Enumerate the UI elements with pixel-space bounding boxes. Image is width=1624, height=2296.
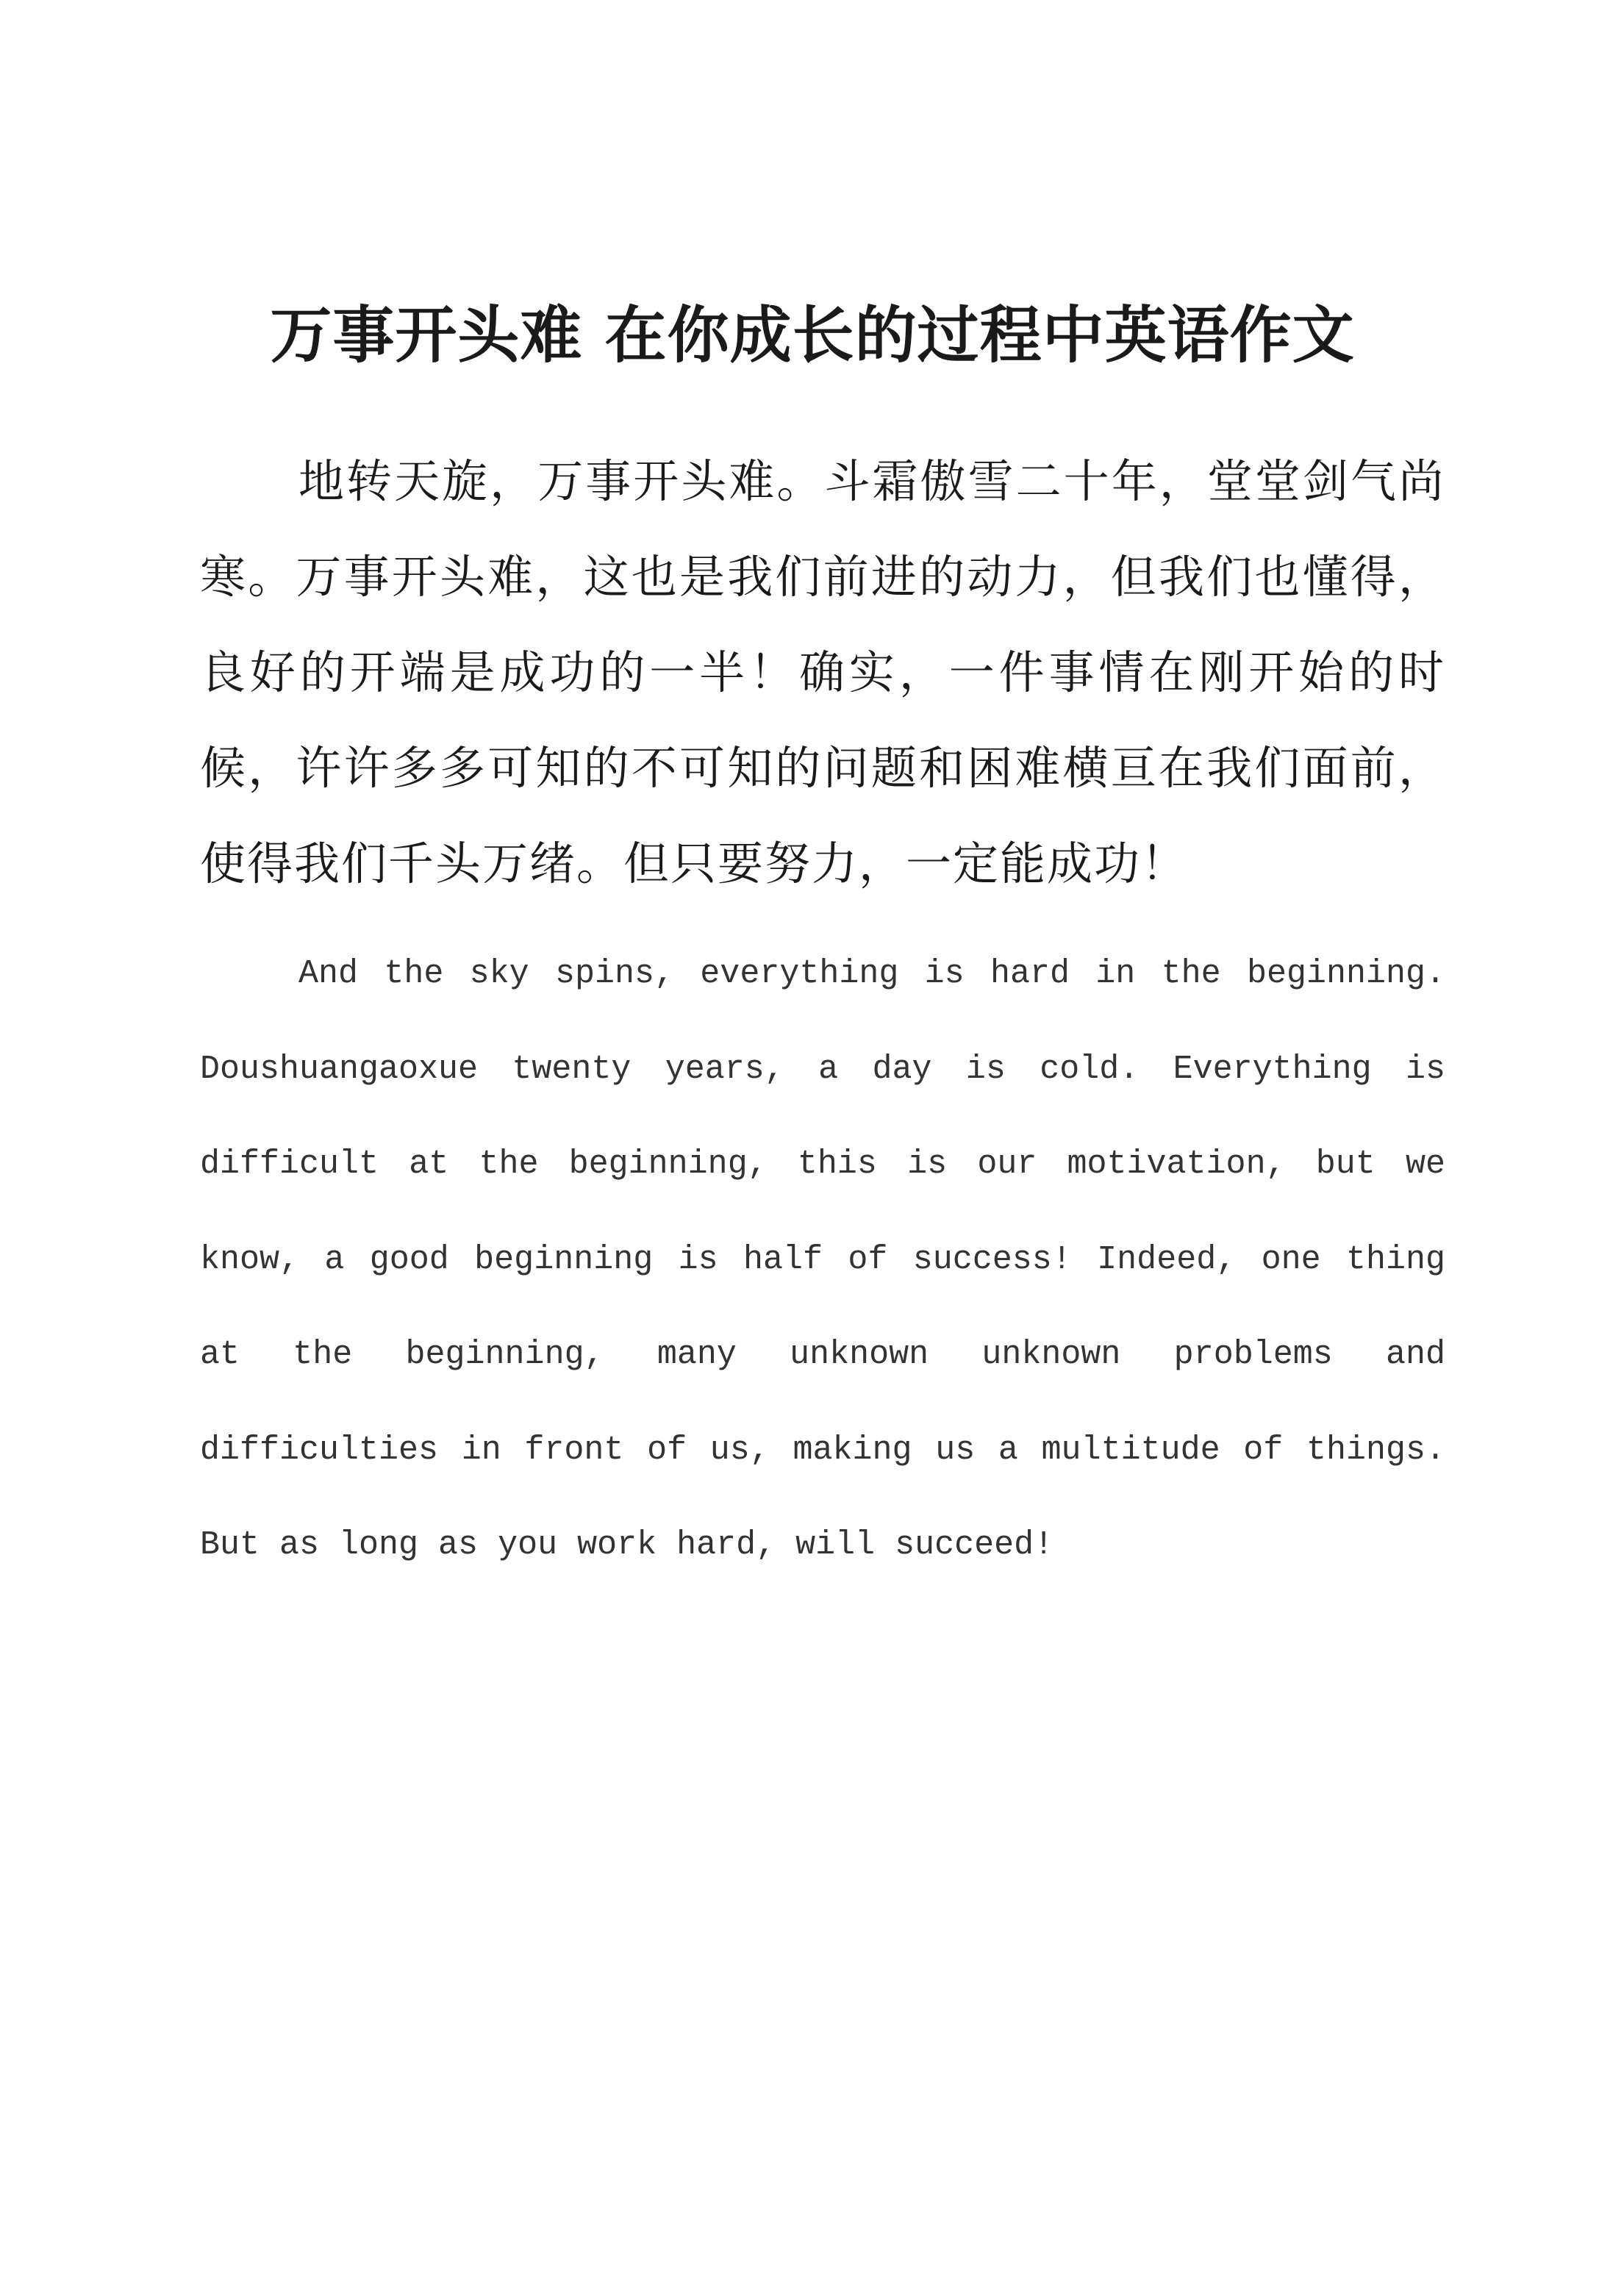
- document-title: 万事开头难 在你成长的过程中英语作文: [270, 298, 1355, 372]
- chinese-paragraph: 地转天旋，万事开头难。斗霜傲雪二十年，堂堂剑气尚寒。万事开头难，这也是我们前进的动力，但我们也懂得，良好的开端是成功的一半！确实，一件事情在刚开始的时候，许许多多可知的不可知的问题和困难横亘在我们面前，使得我们千头万绪。但只要努力，一定能成功！: [200, 454, 1445, 890]
- english-paragraph: And the sky spins, everything is hard in the beginning. Doushuangaoxue twenty years, a day is cold. Everything is difficult at the beginning, this is our motivation, but we know, a good beginning is half of success! Indeed, one thing at the beginning, many unknown unknown problems and difficulties in front of us, making us a multitude of things. But as long as you work hard, will succeed!: [200, 955, 1445, 1564]
